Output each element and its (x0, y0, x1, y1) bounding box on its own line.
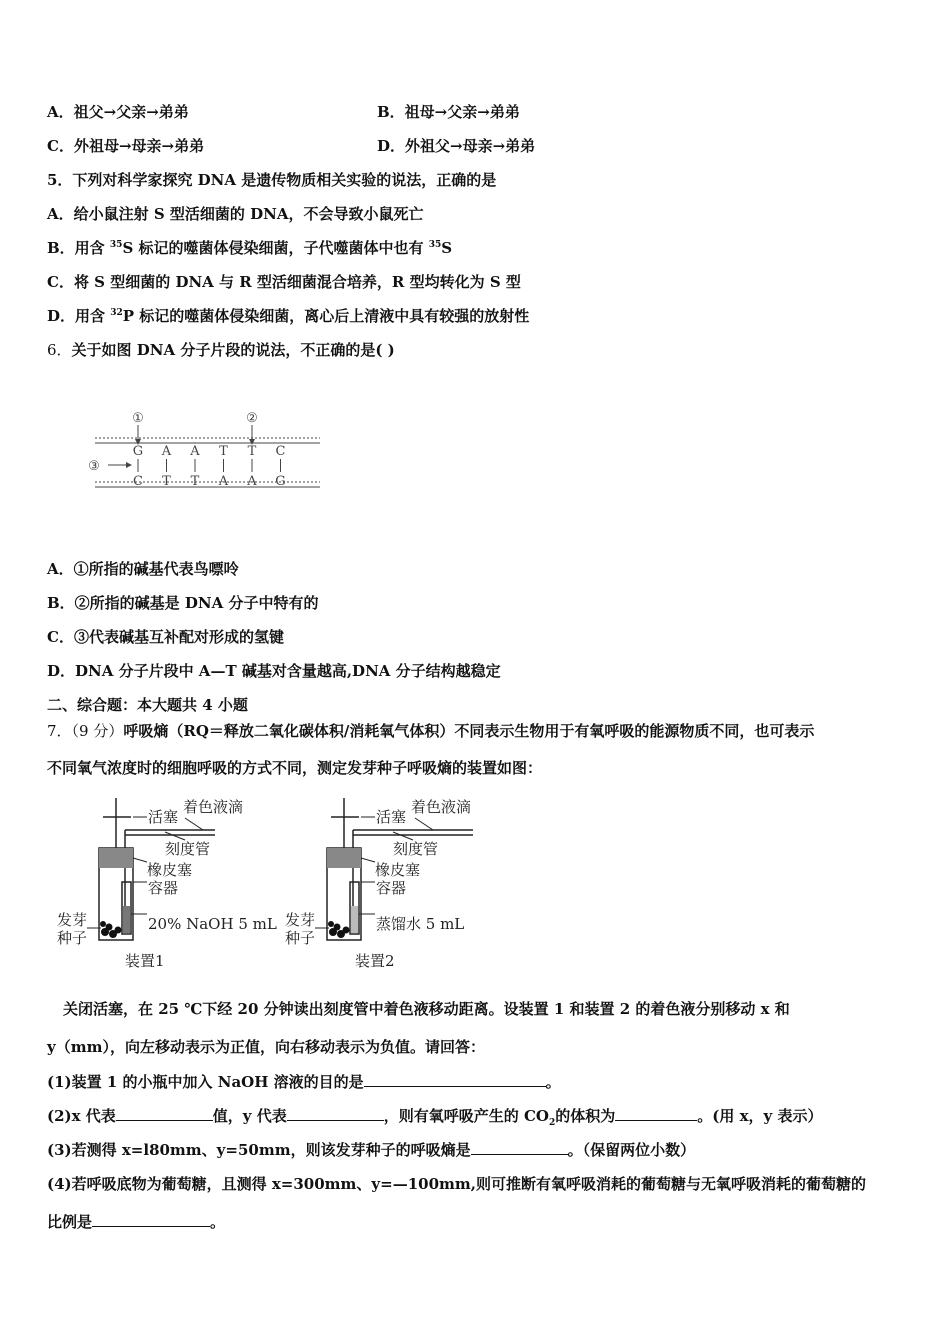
label-device-1: 装置1 (125, 952, 165, 970)
pointer-arrow-3 (126, 462, 132, 468)
label-droplet-2: 着色液滴 (411, 798, 472, 816)
label-droplet-1: 着色液滴 (183, 798, 244, 816)
q5-b-sup2: 35 (428, 240, 442, 250)
q7-sub1 (47, 1071, 561, 1092)
q5-option-a: A．给小鼠注射 S 型活细菌的 DNA，不会导致小鼠死亡 (47, 205, 424, 223)
top-base-4: T (247, 444, 257, 459)
q7-sub4-text: 比例是 (47, 1213, 93, 1231)
rubber-stopper-1 (99, 848, 133, 868)
q6-option-d: D．DNA 分子片段中 A—T 碱基对含量越高,DNA 分子结构越稳定 (47, 662, 501, 680)
label-seeds-2b: 种子 (285, 929, 316, 947)
q7-sub4-answer-blank[interactable] (92, 1211, 210, 1227)
label-scale-tube-1: 刻度管 (165, 840, 211, 858)
q4-option-d: D．外祖父→母亲→弟弟 (377, 137, 536, 155)
q5-d-sup: 32 (110, 308, 123, 318)
top-base-0: G (132, 444, 144, 459)
q7-sub3-answer-blank[interactable] (471, 1139, 568, 1155)
q7-sub2-text-c: ，则有氧呼吸产生的 CO (383, 1107, 549, 1125)
figure-label-2: ② (246, 411, 258, 426)
dna-fragment-figure (80, 405, 340, 500)
label-seeds-1b: 种子 (57, 929, 88, 947)
q5-option-c: C．将 S 型细菌的 DNA 与 R 型活细菌混合培养，R 型均转化为 S 型 (47, 273, 521, 291)
q6-stem-text: 关于如图 DNA 分子片段的说法，不正确的是( ) (71, 341, 395, 359)
label-container-2: 容器 (376, 879, 407, 897)
seeds-1 (100, 921, 122, 938)
bottom-base-2: T (190, 474, 200, 489)
q7-sub3-text: (3)若测得 x=l80mm、y=50mm，则该发芽种子的呼吸熵是 (47, 1141, 471, 1159)
q5-option-b (47, 238, 452, 258)
naoh-liquid-1 (123, 906, 130, 933)
q7-sub1-text: (1)装置 1 的小瓶中加入 NaOH 溶液的目的是 (47, 1073, 364, 1091)
q5-d-pre: D．用含 (47, 307, 111, 325)
q7-sub2-text-b: 值，y 代表 (212, 1107, 287, 1125)
q7-sub4-line1: (4)若呼吸底物为葡萄糖，且测得 x=300mm、y=—100mm,则可推断有氧呼吸消耗的葡萄糖与无氧呼吸消耗的葡萄糖的 (47, 1175, 866, 1193)
bottom-base-1: T (162, 474, 171, 489)
q7-sub3 (47, 1139, 695, 1160)
water-liquid-2 (351, 906, 358, 933)
label-seeds-1a: 发芽 (57, 911, 88, 929)
q7-sub1-end: 。 (545, 1073, 561, 1091)
q6-option-c: C．③代表碱基互补配对形成的氢键 (47, 628, 284, 646)
label-water: 蒸馏水 5 mL (376, 915, 465, 933)
section-2-heading: 二、综合题：本大题共 4 小题 (47, 696, 248, 714)
q5-b-post: S (441, 239, 453, 257)
label-container-1: 容器 (148, 879, 179, 897)
q7-sub2-blank-volume[interactable] (615, 1105, 697, 1121)
top-base-1: A (161, 444, 172, 459)
q6-stem-number: 6． (47, 341, 72, 359)
q7-stem-line2: 不同氧气浓度时的细胞呼吸的方式不同，测定发芽种子呼吸熵的装置如图： (47, 759, 543, 777)
top-base-2: A (190, 444, 200, 459)
label-rubber-stopper-1: 橡皮塞 (147, 861, 193, 879)
q6-stem (47, 340, 395, 360)
q5-stem: 5．下列对科学家探究 DNA 是遗传物质相关实验的说法，正确的是 (47, 171, 497, 189)
figure-label-3: ③ (88, 459, 100, 474)
q7-sub4-end: 。 (210, 1213, 226, 1231)
rubber-stopper-2 (327, 848, 361, 868)
q7-sub2-blank-x[interactable] (116, 1105, 213, 1121)
respiration-apparatus-figure (55, 790, 485, 975)
q5-option-d (47, 306, 529, 326)
q4-option-b: B．祖母→父亲→弟弟 (377, 103, 520, 121)
q5-d-post: P 标记的噬菌体侵染细菌，离心后上清液中具有较强的放射性 (122, 307, 530, 325)
bottom-base-4: A (247, 474, 257, 489)
q7-sub2-text-d: 的体积为 (555, 1107, 616, 1125)
q5-b-mid: S 标记的噬菌体侵染细菌，子代噬菌体中也有 (122, 239, 429, 257)
q7-stem-number: 7．（9 分） (47, 722, 124, 740)
label-stopcock-2: 活塞 (376, 808, 407, 826)
label-seeds-2a: 发芽 (285, 911, 316, 929)
label-naoh: 20% NaOH 5 mL (148, 915, 277, 933)
figure-label-1: ① (132, 411, 144, 426)
q7-sub2-text-a: (2)x 代表 (47, 1107, 116, 1125)
q7-stem-line1 (47, 721, 814, 741)
label-rubber-stopper-2: 橡皮塞 (375, 861, 421, 879)
q4-option-c: C．外祖母→母亲→弟弟 (47, 137, 205, 155)
q7-sub2-text-e: 。(用 x，y 表示） (697, 1107, 823, 1125)
label-stopcock-1: 活塞 (148, 808, 179, 826)
q6-option-a: A．①所指的碱基代表鸟嘌呤 (47, 560, 239, 578)
label-device-2: 装置2 (355, 952, 395, 970)
q4-option-a: A．祖父→父亲→弟弟 (47, 103, 189, 121)
top-base-5: C (275, 444, 286, 459)
q7-sub2-blank-y[interactable] (287, 1105, 384, 1121)
top-base-3: T (219, 444, 228, 459)
q7-sub4-line2 (47, 1211, 225, 1232)
q7-sub1-answer-blank[interactable] (364, 1071, 546, 1087)
q7-stem-text-1: 呼吸熵（RQ＝释放二氧化碳体积/消耗氧气体积）不同表示生物用于有氧呼吸的能源物质不同，也可表示 (123, 722, 815, 740)
q7-sub2 (47, 1105, 822, 1126)
q6-option-b: B．②所指的碱基是 DNA 分子中特有的 (47, 594, 319, 612)
q7-sub2-subscript: 2 (548, 1118, 556, 1128)
bottom-base-0: C (133, 474, 143, 489)
seeds-2 (328, 921, 350, 938)
label-scale-tube-2: 刻度管 (393, 840, 439, 858)
q7-para-line1: 关闭活塞，在 25 ℃下经 20 分钟读出刻度管中着色液移动距离。设装置 1 和装置 2 的着色液分别移动 x 和 (63, 1000, 790, 1018)
q7-para-line2: y（mm），向左移动表示为正值，向右移动表示为负值。请回答： (47, 1038, 485, 1056)
q7-sub3-end: 。（保留两位小数） (567, 1141, 696, 1159)
bottom-base-3: A (218, 474, 229, 489)
bottom-base-5: G (275, 474, 286, 489)
q5-b-sup1: 35 (109, 240, 123, 250)
q5-b-pre: B．用含 (47, 239, 110, 257)
